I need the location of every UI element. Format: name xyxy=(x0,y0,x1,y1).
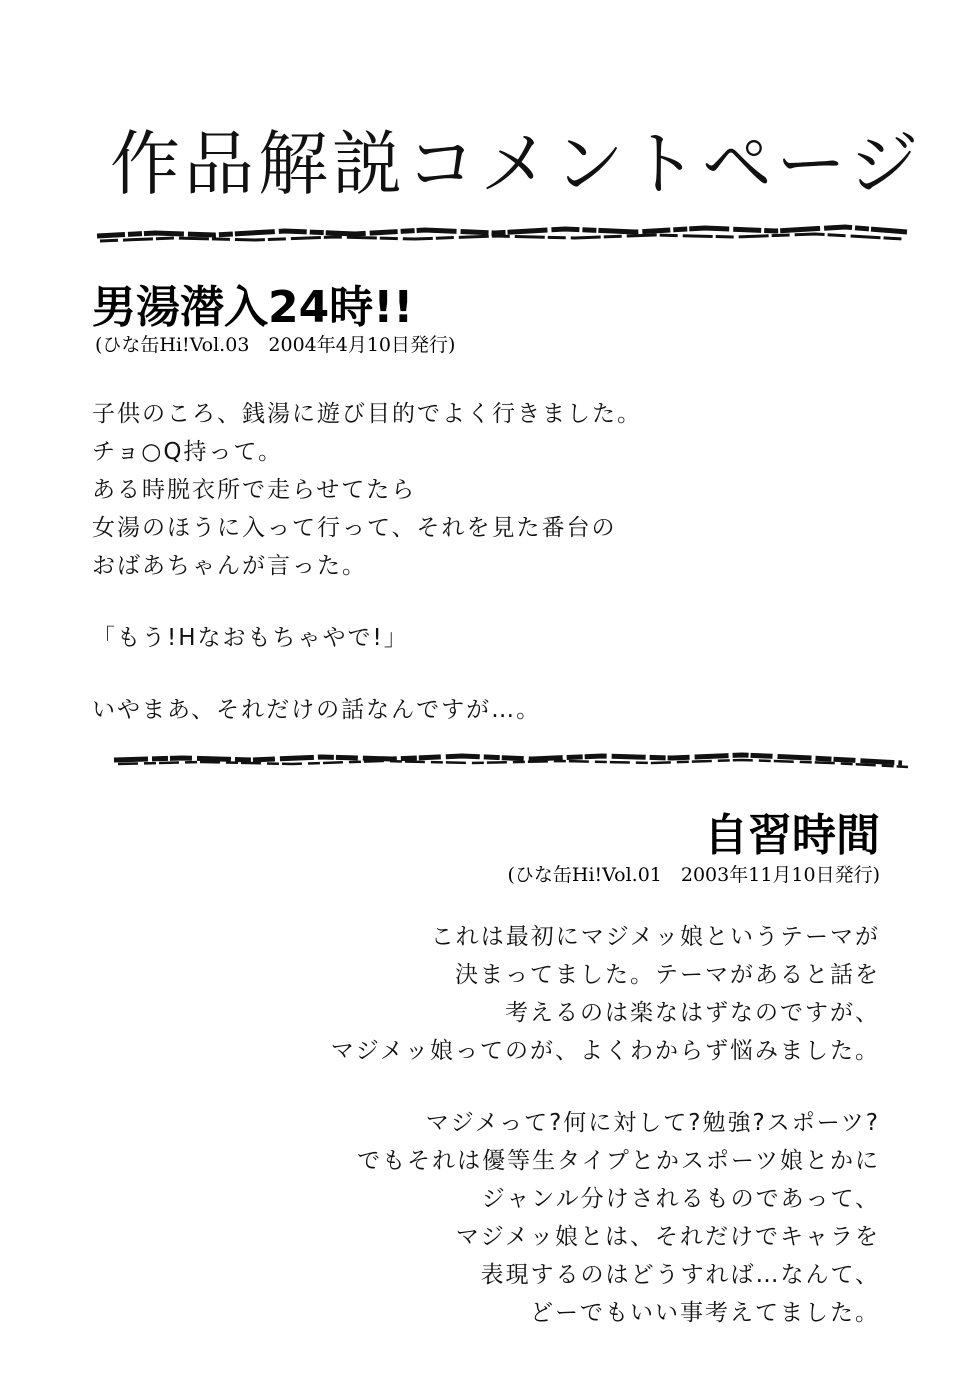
body-line: チョ○Q持って。 xyxy=(92,439,284,465)
body-line: いやまあ、それだけの話なんですが…。 xyxy=(92,697,542,723)
story-meta: (ひな缶Hi!Vol.01 2003年11月10日発行) xyxy=(507,864,880,886)
body-line: 女湯のほうに入って行って、それを見た番台の xyxy=(92,515,617,541)
body-line: ジャンル分けされるものであって、 xyxy=(481,1186,880,1212)
body-line: 「もう!Hなおもちゃやで!」 xyxy=(92,625,409,651)
body-line: どーでもいい事考えてました。 xyxy=(530,1300,880,1326)
body-line: 表現するのはどうすれば…なんて、 xyxy=(480,1262,880,1288)
body-line: ある時脱衣所で走らせてたら xyxy=(92,477,417,503)
section-divider xyxy=(112,745,912,775)
body-line: マジメッ娘ってのが、よくわからず悩みました。 xyxy=(330,1038,880,1064)
body-line: 子供のころ、銭湯に遊び目的でよく行きました。 xyxy=(92,401,642,427)
body-line: マジメって?何に対して?勉強?スポーツ? xyxy=(425,1110,880,1136)
body-line: 決まってました。テーマがあると話を xyxy=(455,962,880,988)
body-line: おばあちゃんが言った。 xyxy=(92,553,367,579)
story-meta: (ひな缶Hi!Vol.03 2004年4月10日発行) xyxy=(95,334,456,356)
body-line: マジメッ娘とは、それだけでキャラを xyxy=(455,1224,880,1250)
body-line: これは最初にマジメッ娘というテーマが xyxy=(430,924,880,950)
story-body xyxy=(331,918,880,1332)
story-body xyxy=(92,395,642,729)
title-underline xyxy=(95,208,910,250)
page-title: 作品解説コメントページ xyxy=(110,123,923,205)
body-line: でもそれは優等生タイプとかスポーツ娘とかに xyxy=(357,1148,880,1174)
story-title: 自習時間 xyxy=(704,810,880,861)
body-line: 考えるのは楽なはずなのですが、 xyxy=(505,1000,880,1026)
story-title: 男湯潜入24時!! xyxy=(92,282,414,333)
